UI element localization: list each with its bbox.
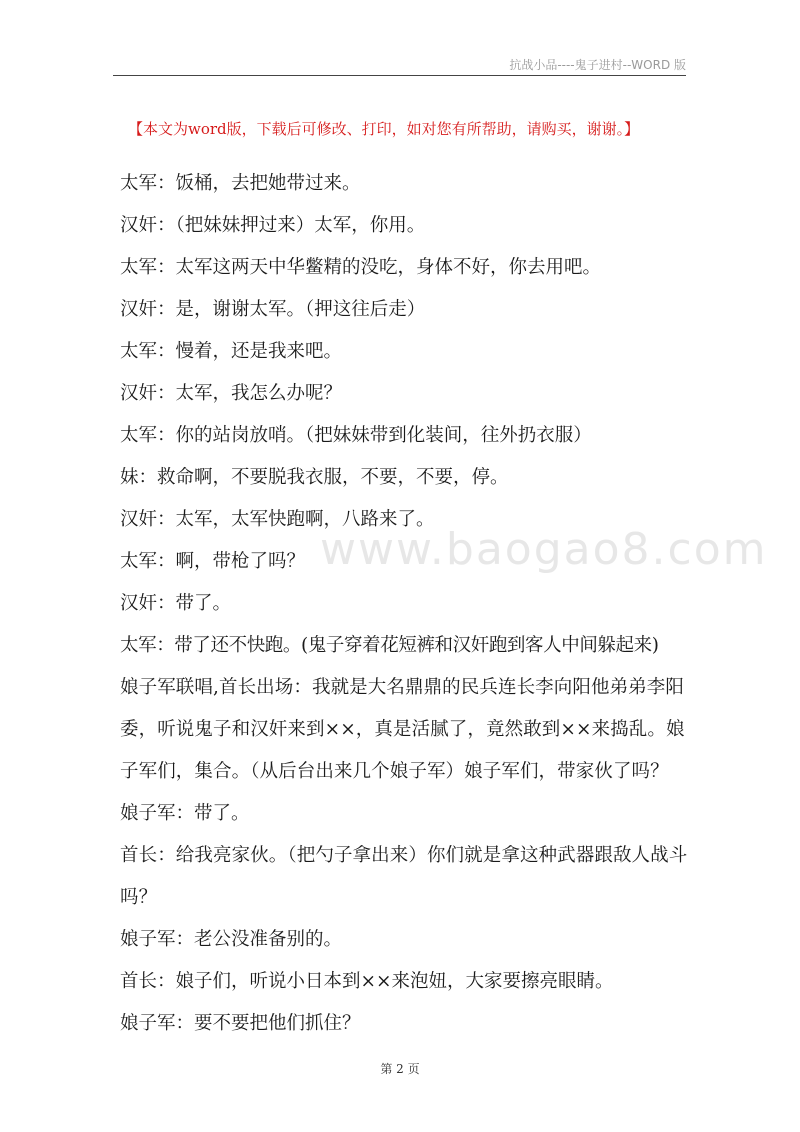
purchase-notice: 【本文为word版，下载后可修改、打印，如对您有所帮助，请购买，谢谢。】 xyxy=(128,120,640,138)
dialogue-line: 汉奸：带了。 xyxy=(120,593,232,614)
dialogue-line: 太军：慢着，还是我来吧。 xyxy=(120,341,343,362)
page-number: 第 2 页 xyxy=(380,1062,420,1076)
dialogue-line: 汉奸：（把妹妹押过来）太军，你用。 xyxy=(120,215,426,236)
header-rule xyxy=(113,75,686,76)
dialogue-line: 娘子军：老公没准备别的。 xyxy=(120,929,343,950)
dialogue-line: 太军：啊，带枪了吗？ xyxy=(120,551,306,572)
dialogue-line: 太军：你的站岗放哨。（把妹妹带到化装间，往外扔衣服） xyxy=(120,425,592,446)
dialogue-line: 汉奸：是，谢谢太军。（押这往后走） xyxy=(120,299,426,320)
document-body xyxy=(120,163,692,1045)
dialogue-line: 首长：娘子们，听说小日本到××来泡妞，大家要擦亮眼睛。 xyxy=(120,971,614,992)
dialogue-line: 太军：饭桶，去把她带过来。 xyxy=(120,173,361,194)
dialogue-line: 汉奸：太军，太军快跑啊，八路来了。 xyxy=(120,509,435,530)
watermark: www.baogao8.com xyxy=(320,524,768,575)
dialogue-line: 娘子军：带了。 xyxy=(120,803,250,824)
dialogue-line: 妹：救命啊，不要脱我衣服，不要，不要，停。 xyxy=(120,467,509,488)
dialogue-line: 娘子军：要不要把他们抓住？ xyxy=(120,1013,361,1034)
dialogue-line: 汉奸：太军，我怎么办呢？ xyxy=(120,383,343,404)
dialogue-line: 太军：太军这两天中华鳖精的没吃，身体不好，你去用吧。 xyxy=(120,257,602,278)
dialogue-paragraph: 娘子军联唱,首长出场：我就是大名鼎鼎的民兵连长李向阳他弟弟李阳委，听说鬼子和汉奸来到××，真是活腻了，竟然敢到××来捣乱。娘子军们，集合。（从后台出来几个娘子军）娘子军们，带家伙了吗？ xyxy=(120,677,685,782)
dialogue-line: 太军：带了还不快跑。(鬼子穿着花短裤和汉奸跑到客人中间躲起来) xyxy=(120,635,659,656)
dialogue-paragraph: 首长：给我亮家伙。（把勺子拿出来）你们就是拿这种武器跟敌人战斗吗？ xyxy=(120,845,688,908)
page-header: 抗战小品----鬼子进村--WORD 版 xyxy=(509,58,686,72)
